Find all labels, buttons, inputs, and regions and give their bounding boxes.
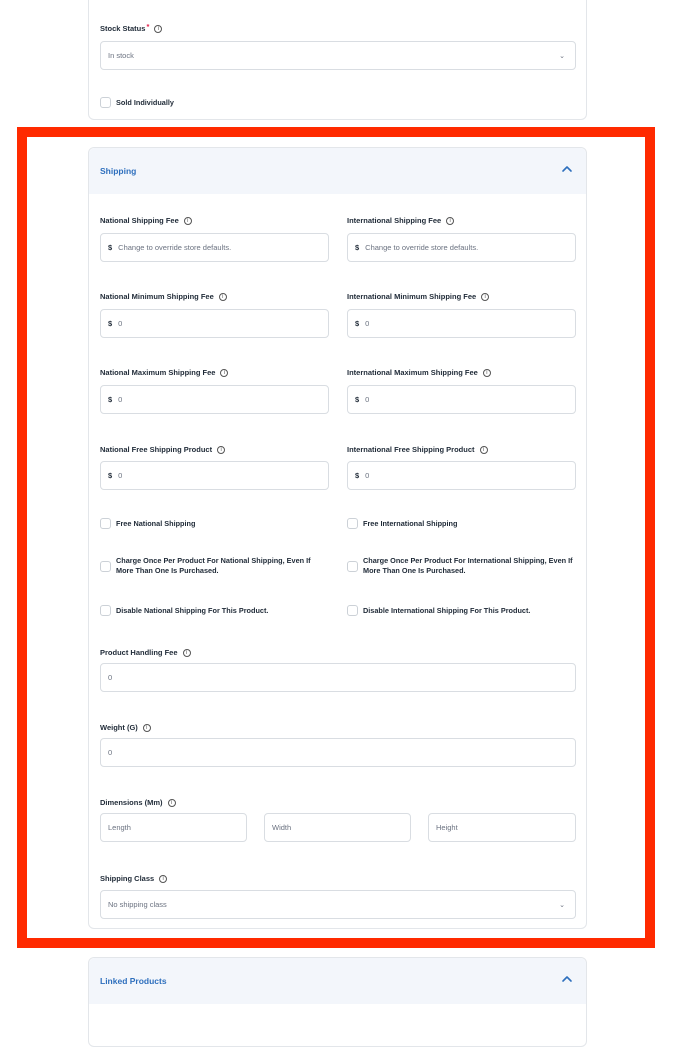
currency-symbol: $ xyxy=(108,243,113,252)
charge-once-international-line-1: Charge Once Per Product For International Shipping, Even If xyxy=(363,556,573,565)
national-free-label: National Free Shipping Product i xyxy=(100,445,225,454)
chevron-up-icon[interactable] xyxy=(561,973,573,985)
shipping-title: Shipping xyxy=(100,166,137,176)
currency-symbol: $ xyxy=(108,395,113,404)
info-icon[interactable]: i xyxy=(219,293,227,301)
disable-national-label: Disable National Shipping For This Product. xyxy=(116,606,269,615)
shipping-class-label: Shipping Class i xyxy=(100,874,167,883)
height-placeholder: Height xyxy=(436,823,458,832)
inventory-card xyxy=(88,0,587,120)
info-icon[interactable]: i xyxy=(480,446,488,454)
info-icon[interactable]: i xyxy=(159,875,167,883)
charge-once-international-line-2: More Than One Is Purchased. xyxy=(363,566,466,575)
linked-products-header[interactable] xyxy=(89,958,586,1004)
linked-products-card xyxy=(88,957,587,1047)
currency-symbol: $ xyxy=(355,243,360,252)
highlight-frame xyxy=(17,127,655,948)
free-national-label: Free National Shipping xyxy=(116,519,196,528)
linked-products-title: Linked Products xyxy=(100,976,167,986)
info-icon[interactable]: i xyxy=(184,217,192,225)
charge-once-national-line-1: Charge Once Per Product For National Shipping, Even If xyxy=(116,556,311,565)
info-icon[interactable]: i xyxy=(154,25,162,33)
info-icon[interactable]: i xyxy=(481,293,489,301)
handling-fee-label: Product Handling Fee i xyxy=(100,648,191,657)
info-icon[interactable]: i xyxy=(446,217,454,225)
sold-individually-checkbox[interactable] xyxy=(100,97,174,108)
national-max-label: National Maximum Shipping Fee i xyxy=(100,368,228,377)
checkbox-box[interactable] xyxy=(100,97,111,108)
info-icon[interactable]: i xyxy=(143,724,151,732)
currency-symbol: $ xyxy=(108,471,113,480)
national-fee-placeholder: Change to override store defaults. xyxy=(118,243,232,252)
currency-symbol: $ xyxy=(355,319,360,328)
weight-value: 0 xyxy=(108,748,113,757)
shipping-class-value: No shipping class xyxy=(108,900,167,909)
international-fee-label: International Shipping Fee i xyxy=(347,216,454,225)
international-fee-placeholder: Change to override store defaults. xyxy=(365,243,479,252)
international-max-label: International Maximum Shipping Fee i xyxy=(347,368,491,377)
national-min-label: National Minimum Shipping Fee i xyxy=(100,292,227,301)
stock-status-select[interactable]: In stock ⌄ xyxy=(100,41,576,70)
info-icon[interactable]: i xyxy=(217,446,225,454)
currency-symbol: $ xyxy=(355,395,360,404)
chevron-down-icon: ⌄ xyxy=(559,52,565,60)
info-icon[interactable]: i xyxy=(183,649,191,657)
weight-label: Weight (G) i xyxy=(100,723,151,732)
national-free-value: 0 xyxy=(118,471,123,480)
stock-status-label: Stock Status * i xyxy=(100,24,162,33)
national-min-value: 0 xyxy=(118,319,123,328)
international-min-label: International Minimum Shipping Fee i xyxy=(347,292,489,301)
chevron-down-icon: ⌄ xyxy=(559,901,565,909)
dimensions-label: Dimensions (Mm) i xyxy=(100,798,176,807)
currency-symbol: $ xyxy=(108,319,113,328)
width-placeholder: Width xyxy=(272,823,292,832)
info-icon[interactable]: i xyxy=(168,799,176,807)
handling-fee-value: 0 xyxy=(108,673,113,682)
info-icon[interactable]: i xyxy=(483,369,491,377)
international-free-label: International Free Shipping Product i xyxy=(347,445,488,454)
national-max-value: 0 xyxy=(118,395,123,404)
international-max-value: 0 xyxy=(365,395,370,404)
free-international-label: Free International Shipping xyxy=(363,519,458,528)
international-min-value: 0 xyxy=(365,319,370,328)
info-icon[interactable]: i xyxy=(220,369,228,377)
currency-symbol: $ xyxy=(355,471,360,480)
charge-once-national-line-2: More Than One Is Purchased. xyxy=(116,566,219,575)
length-placeholder: Length xyxy=(108,823,131,832)
required-mark: * xyxy=(146,22,150,31)
sold-individually-label: Sold Individually xyxy=(116,98,174,107)
international-free-value: 0 xyxy=(365,471,370,480)
disable-international-label: Disable International Shipping For This Product. xyxy=(363,606,531,615)
national-fee-label: National Shipping Fee i xyxy=(100,216,192,225)
